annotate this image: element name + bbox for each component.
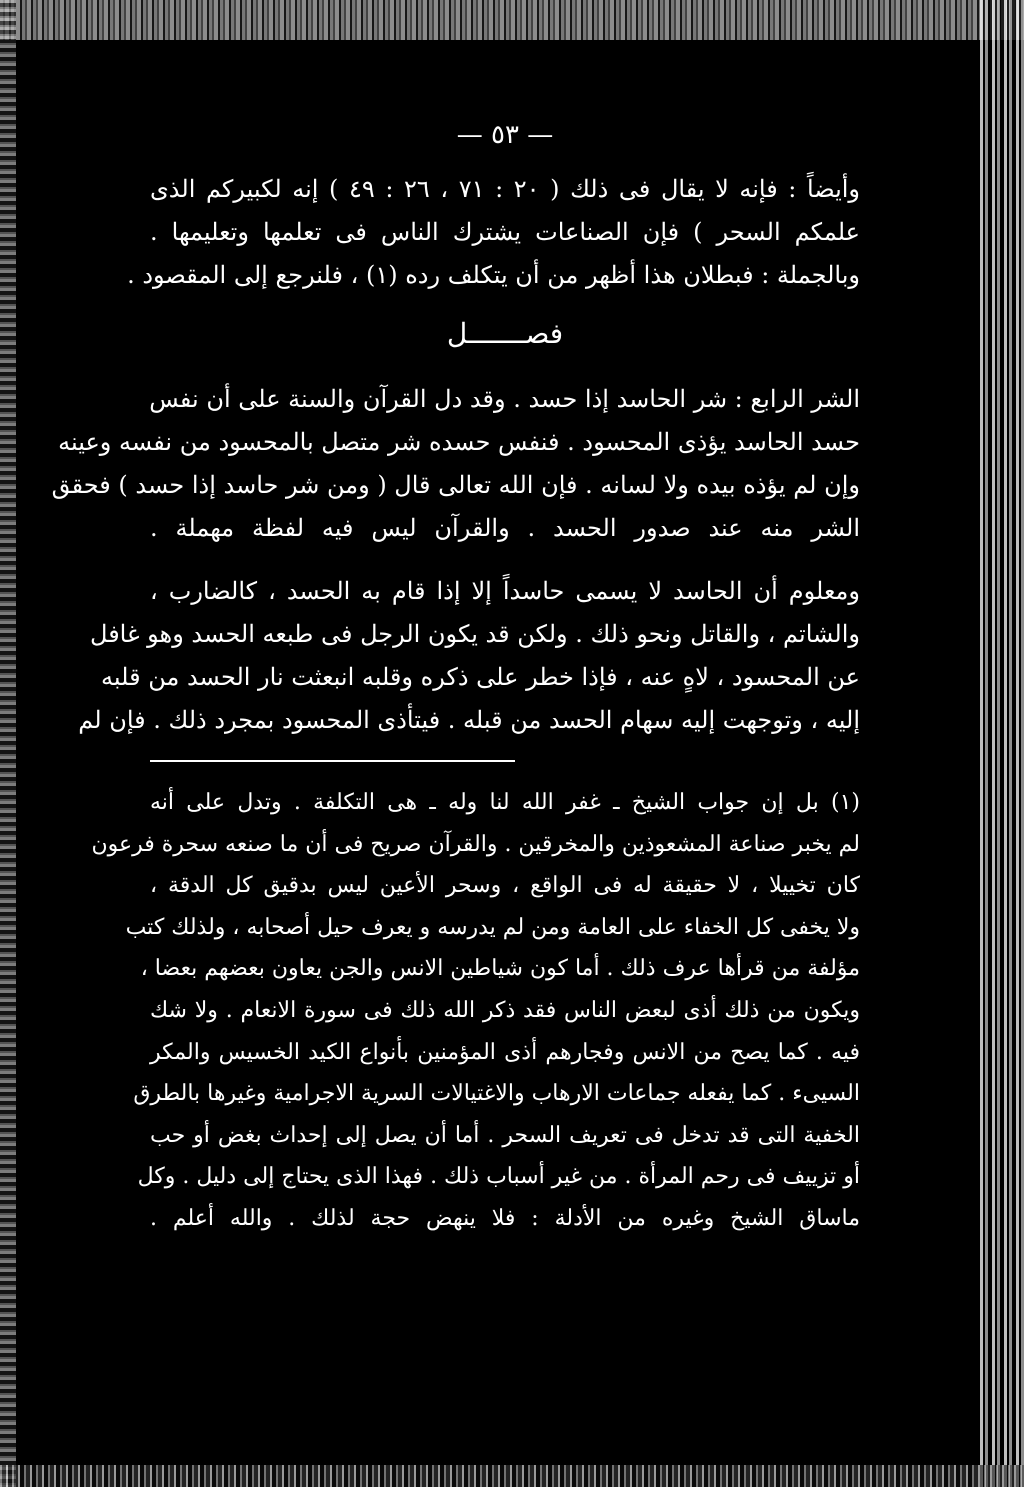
page-number: — ٥٣ — bbox=[456, 120, 554, 150]
footnote-line: لم يخبر صناعة المشعوذين والمخرقين . والقرآن صريح فى أن ما صنعه سحرة فرعون bbox=[91, 831, 860, 857]
footnote-line: أو تزييف فى رحم المرأة . من غير أسباب ذلك . فهذا الذى يحتاج إلى دليل . وكل bbox=[137, 1164, 860, 1190]
footnote-line: (١) بل إن جواب الشيخ ـ غفر الله لنا وله ـ هى التكلفة . وتدل على أنه bbox=[150, 790, 860, 815]
paragraph-1 bbox=[51, 378, 860, 550]
footnote-line: الخفية التى قد تدخل فى تعريف السحر . أما أن يصل إلى إحداث بغض أو حب bbox=[150, 1122, 860, 1148]
text-line: الشر منه عند صدور الحسد . والقرآن ليس فيه لفظة مهملة . bbox=[150, 514, 860, 542]
text-line: وبالجملة : فبطلان هذا أظهر من أن يتكلف رده (١) ، فلنرجع إلى المقصود . bbox=[127, 261, 860, 289]
footnote-line: ولا يخفى كل الخفاء على العامة ومن لم يدرسه و يعرف حيل أصحابه ، ولذلك كتب bbox=[125, 914, 860, 940]
text-line: حسد الحاسد يؤذى المحسود . فنفس حسده شر متصل بالمحسود من نفسه وعينه bbox=[58, 428, 860, 456]
footnote-line: السيىء . كما يفعله جماعات الارهاب والاغتيالات السرية الاجرامية وغيرها بالطرق bbox=[133, 1081, 860, 1107]
text-line: عن المحسود ، لاهٍ عنه ، فإذا خطر على ذكره وقلبه انبعثت نار الحسد من قلبه bbox=[101, 663, 860, 691]
paragraph-2 bbox=[78, 570, 860, 742]
footnote-line: فيه . كما يصح من الانس وفجارهم أذى المؤمنين بأنواع الكيد الخسيس والمكر bbox=[150, 1039, 860, 1065]
book-page bbox=[51, 120, 861, 1240]
scan-edge-top bbox=[0, 0, 1024, 40]
footnotes bbox=[91, 782, 860, 1240]
scan-edge-bottom bbox=[0, 1465, 1024, 1487]
text-line: الشر الرابع : شر الحاسد إذا حسد . وقد دل القرآن والسنة على أن نفس bbox=[149, 385, 860, 413]
text-line: وإن لم يؤذه بيده ولا لسانه . فإن الله تعالى قال ( ومن شر حاسد إذا حسد ) فحقق bbox=[51, 471, 860, 499]
footnote-line: ماساق الشيخ وغيره من الأدلة : فلا ينهض حجة لذلك . والله أعلم . bbox=[150, 1205, 860, 1231]
footnote-separator bbox=[150, 760, 515, 762]
text-line: ومعلوم أن الحاسد لا يسمى حاسداً إلا إذا قام به الحسد ، كالضارب ، bbox=[150, 577, 860, 605]
footnote-line: مؤلفة من قرأها عرف ذلك . أما كون شياطين الانس والجن يعاون بعضهم بعضا ، bbox=[140, 956, 860, 982]
footnote-line: كان تخييلا ، لا حقيقة له فى الواقع ، وسحر الأعين ليس بدقيق كل الدقة ، bbox=[150, 873, 860, 899]
text-line: والشاتم ، والقاتل ونحو ذلك . ولكن قد يكون الرجل فى طبعه الحسد وهو غافل bbox=[90, 620, 860, 648]
section-heading: فصـــــــل bbox=[446, 317, 564, 350]
text-line: وأيضاً : فإنه لا يقال فى ذلك ( ٢٠ : ٧١ ، ٢٦ : ٤٩ ) إنه لكبيركم الذى bbox=[150, 175, 861, 203]
scan-edge-left bbox=[0, 0, 16, 1487]
scan-edge-right bbox=[980, 0, 1024, 1487]
text-line: علمكم السحر ) فإن الصناعات يشترك الناس فى تعلمها وتعليمها . bbox=[150, 218, 860, 246]
intro-block bbox=[127, 168, 861, 297]
text-line: إليه ، وتوجهت إليه سهام الحسد من قبله . فيتأذى المحسود بمجرد ذلك . فإن لم bbox=[78, 706, 860, 734]
footnote-line: ويكون من ذلك أذى لبعض الناس فقد ذكر الله ذلك فى سورة الانعام . ولا شك bbox=[150, 997, 860, 1023]
